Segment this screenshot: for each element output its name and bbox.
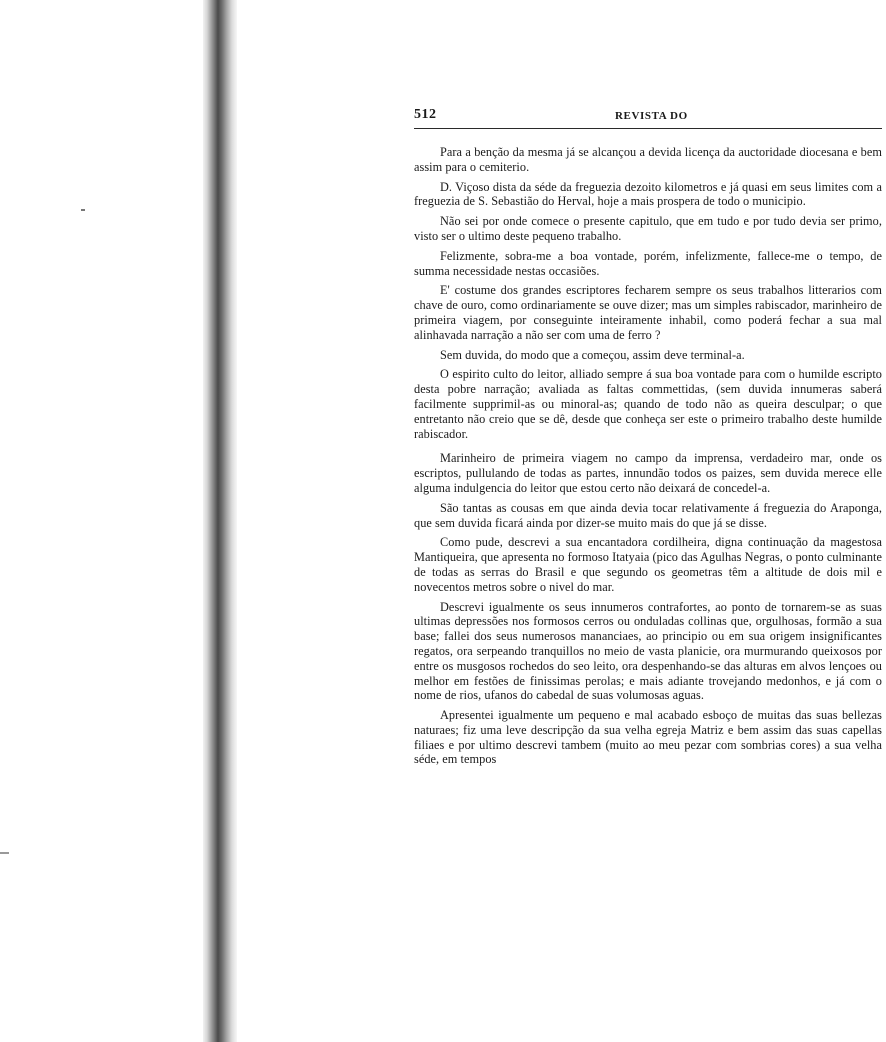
running-head: [414, 104, 882, 124]
body-text: [414, 145, 882, 767]
paragraph: Descrevi igualmente os seus innumeros contrafortes, ao ponto de tornarem-se as suas ultimas depressões nos formosos cerros ou onduladas collinas que, orgulhosas, formão a sua base; fallei dos seus numerosos mananciaes, ao principio ou em sua origem insignificantes regatos, ora serpeando tranquillos no meio de vasta planicie, ora murmurando queixosos por entre os musgosos rochedos do seo leito, ora despenhando-se das alturas em alvos lençoes ou melhor em festões de finissimas perolas; e mais adiante trovejando medonhos, e já com o nome de rios, ufanos do cabedal de suas volumosas aguas.: [414, 599, 882, 703]
paragraph: E' costume dos grandes escriptores fecharem sempre os seus trabalhos litterarios com chave de ouro, como ordinariamente se ouve dizer; mas um simples rabiscador, marinheiro de primeira viagem, por conseguinte inteiramente inhabil, como poderá fechar a sua mal alinhavada narração a não ser com uma de ferro ?: [414, 283, 882, 342]
page-number: 512: [414, 107, 437, 122]
paragraph: D. Viçoso dista da séde da freguezia dezoito kilometros e já quasi em seus limites com a freguezia de S. Sebastião do Herval, hoje a mais prospera de todo o municipio.: [414, 179, 882, 209]
scan-speck: [0, 852, 9, 854]
book-spine-shadow: [203, 0, 237, 1042]
paragraph: Marinheiro de primeira viagem no campo da imprensa, verdadeiro mar, onde os escriptos, pullulando de todas as partes, innundão todos os paizes, sem duvida merece elle alguma indulgencia do leitor que estou certo não deixará de concedel-a.: [414, 451, 882, 495]
header-rule: [414, 128, 882, 129]
scan-speck: [81, 209, 85, 211]
paragraph: Como pude, descrevi a sua encantadora cordilheira, digna continuação da magestosa Mantiqueira, que apresenta no formoso Itatyaia (pico das Agulhas Negras, o ponto culminante de todas as serras do Brasil e que segundo os geometras têm a altitude de dois mil e novecentos metros sobre o nivel do mar.: [414, 535, 882, 594]
paragraph: Felizmente, sobra-me a boa vontade, porém, infelizmente, fallece-me o tempo, de summa necessidade nestas occasiões.: [414, 248, 882, 278]
paragraph: O espirito culto do leitor, alliado sempre á sua boa vontade para com o humilde escripto desta pobre narração; avaliada as faltas commettidas, (sem duvida innumeras saberá facilmente supprimil-as ou minoral-as; quando de todo não as queira desculpar; o que entretanto não creio que se dê, desde que conheça ser este o primeiro trabalho deste humilde rabiscador.: [414, 367, 882, 441]
paragraph: São tantas as cousas em que ainda devia tocar relativamente á freguezia do Araponga, que sem duvida ficará ainda por dizer-se muito mais do que já se disse.: [414, 500, 882, 530]
paragraph: Sem duvida, do modo que a começou, assim deve terminal-a.: [440, 347, 745, 362]
running-title: REVISTA DO: [615, 110, 688, 122]
paragraph: Não sei por onde comece o presente capitulo, que em tudo e por tudo devia ser primo, visto ser o ultimo deste pequeno trabalho.: [414, 214, 882, 243]
paragraph: Apresentei igualmente um pequeno e mal acabado esboço de muitas das suas bellezas naturaes; fiz uma leve descripção da sua velha egreja Matriz e bem assim das suas capellas filiaes e por ultimo descrevi tambem (muito ao meu pezar com sombrias cores) a sua velha séde, em tempos: [414, 708, 882, 767]
book-page: [414, 104, 882, 772]
paragraph: Para a benção da mesma já se alcançou a devida licença da auctoridade diocesana e bem assim para o cemiterio.: [414, 145, 882, 174]
